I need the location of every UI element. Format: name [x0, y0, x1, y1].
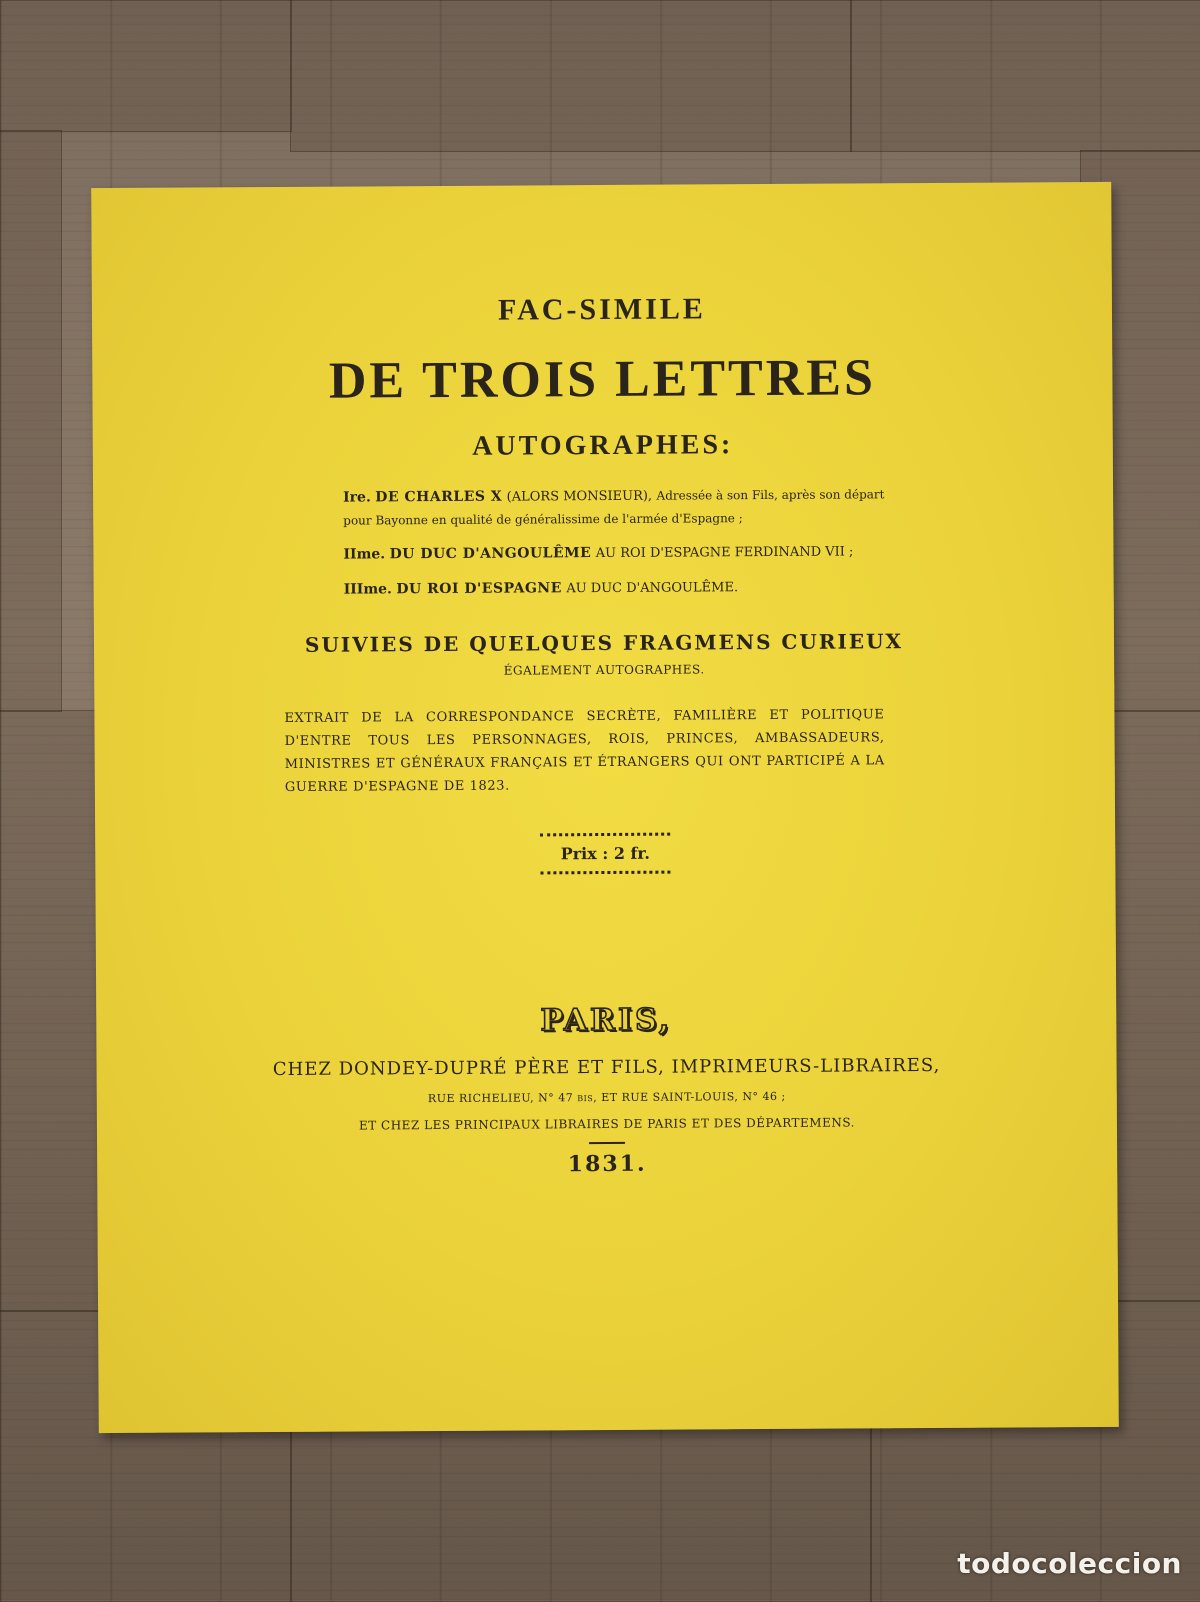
item-number: IIIme. [343, 581, 392, 598]
floor-board [0, 0, 292, 132]
watermark: todocoleccion [957, 1547, 1182, 1580]
item-author: DU ROI D'ESPAGNE [396, 580, 562, 598]
list-item [343, 483, 903, 531]
dotted-rule [540, 871, 670, 875]
also-available: ET CHEZ LES PRINCIPAUX LIBRAIRES DE PARIS ET DES DÉPARTEMENS. [358, 1115, 855, 1133]
dotted-rule [540, 833, 670, 837]
city: PARIS, [540, 1002, 673, 1039]
divider [589, 1142, 625, 1144]
floor-board [290, 0, 852, 152]
letters-list [343, 483, 904, 613]
item-detail: AU DUC D'ANGOULÊME. [566, 580, 739, 597]
floor-board [850, 0, 1200, 152]
item-number: IIme. [343, 546, 386, 563]
floor-board [0, 710, 102, 1312]
item-detail: AU ROI D'ESPAGNE FERDINAND VII ; [595, 544, 854, 562]
title-line-2: DE TROIS LETTRES [328, 349, 877, 410]
subtitle-note: ÉGALEMENT AUTOGRAPHES. [503, 662, 705, 678]
address: RUE RICHELIEU, N° 47 bis, ET RUE SAINT-LOUIS, N° 46 ; [427, 1089, 786, 1106]
item-author: DE CHARLES X [375, 488, 503, 506]
item-detail: Adressée à son Fils, après son départ pour Bayonne en qualité de généralissime de l'armée d'Espagne ; [343, 487, 885, 528]
price: Prix : 2 fr. [560, 843, 650, 864]
price-box [95, 830, 1115, 877]
item-number: Ire. [343, 489, 371, 506]
year: 1831. [567, 1150, 647, 1178]
item-note: (ALORS MONSIEUR), [506, 488, 653, 505]
subtitle: SUIVIES DE QUELQUES FRAGMENS CURIEUX [304, 629, 904, 657]
publisher: CHEZ DONDEY-DUPRÉ PÈRE ET FILS, IMPRIMEURS-LIBRAIRES, [272, 1054, 941, 1081]
title-line-3: AUTOGRAPHES: [472, 429, 734, 462]
floor-board [0, 130, 62, 712]
list-item [343, 540, 903, 566]
item-author: DU DUC D'ANGOULÊME [389, 545, 592, 563]
extract-text: EXTRAIT DE LA CORRESPONDANCE SECRÈTE, FAMILIÈRE ET POLITIQUE D'ENTRE TOUS LES PERSONNAGES, ROIS, PRINCES, AMBASSADEURS, MINISTRES ET GÉNÉRAUX FRANÇAIS ET ÉTRANGERS QUI ONT PARTICIPÉ A LA GUERRE D'ESPAGNE DE 1823. [284, 707, 885, 795]
list-item [344, 575, 904, 601]
document-cover [91, 182, 1119, 1433]
title-line-1: FAC-SIMILE [497, 292, 706, 327]
